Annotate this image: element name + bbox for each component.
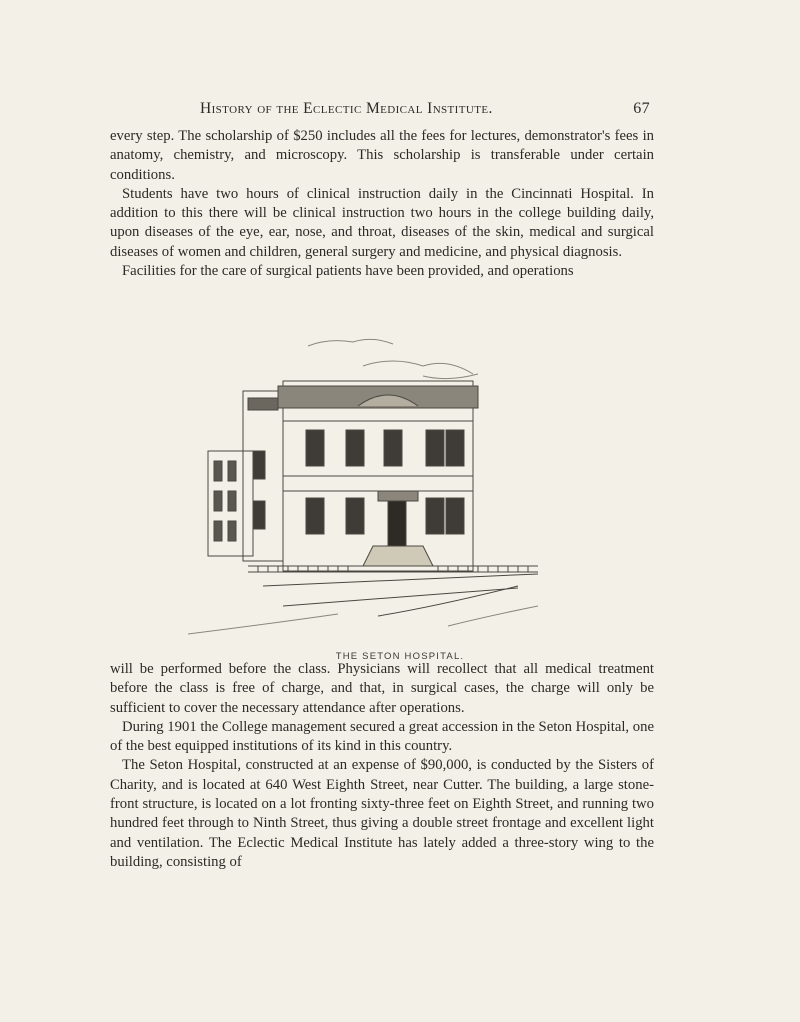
seton-hospital-illustration (188, 326, 588, 638)
text-block-bottom (110, 660, 654, 872)
figure-caption: THE SETON HOSPITAL. (335, 651, 465, 662)
text-block-top (110, 127, 654, 281)
paragraph: During 1901 the College management secured a great accession in the Seton Hospital, one of the best equipped institutions of its kind in this country. (110, 718, 654, 755)
paragraph: will be performed before the class. Physicians will recollect that all medical treatment before the class is free of charge, and that, in surgical cases, the charge will only be sufficient to cover the necessary attendance after operations. (110, 661, 654, 716)
paragraph: Students have two hours of clinical instruction daily in the Cincinnati Hospital. In addition to this there will be clinical instruction two hours in the college building daily, upon diseases of the eye, ear, nose, and throat, diseases of the skin, medical and surgical diseases of women and children, general surgery and medicine, and physical diagnosis. (110, 185, 654, 260)
paragraph: The Seton Hospital, constructed at an expense of $90,000, is conducted by the Sisters of Charity, and is located at 640 West Eighth Street, near Cutter. The building, a large stone-front structure, is located on a lot fronting sixty-three feet on Eighth Street, and running two hundred feet through to Ninth Street, thus giving a double street frontage and excellent light and ventilation. The Eclectic Medical Institute has lately added a three-story wing to the building, consisting of (110, 757, 654, 870)
paragraph: every step. The scholarship of $250 includes all the fees for lectures, demonstrator's fees in anatomy, chemistry, and microscopy. This scholarship is transferable under certain conditions. (110, 128, 654, 183)
paragraph: Facilities for the care of surgical patients have been provided, and operations (122, 263, 574, 280)
running-title: History of the Eclectic Medical Institute. (200, 100, 493, 117)
page-number: 67 (633, 100, 650, 117)
running-header (200, 100, 650, 118)
